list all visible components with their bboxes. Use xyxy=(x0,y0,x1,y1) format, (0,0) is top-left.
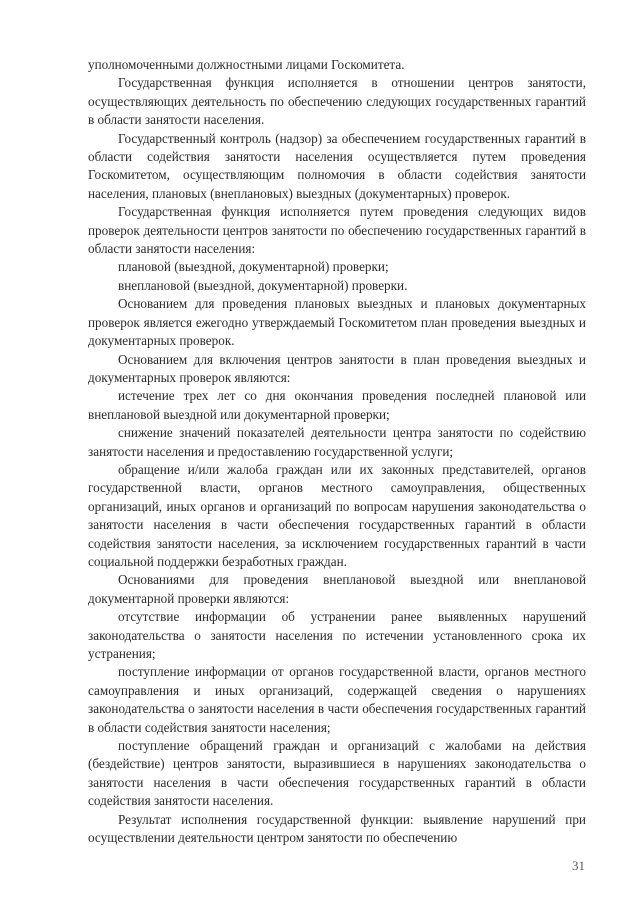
list-item-authority-info: поступление информации от органов государственной власти, органов местного самоуправления и иных организаций, содержащей сведения о нарушениях законодательства о занятости населения в части обеспечения государственных гарантий в области содействия занятости населения; xyxy=(88,664,586,735)
paragraph-planned-basis: Основанием для проведения плановых выездных и плановых документарных проверок является ежегодно утверждаемый Госкомитетом план проведения выездных и документарных проверок. xyxy=(88,296,586,349)
page-number: 31 xyxy=(572,858,585,873)
document-body xyxy=(88,56,586,847)
list-item-three-years: истечение трех лет со дня окончания проведения последней плановой или внеплановой выездной или документарной проверки; xyxy=(88,388,586,422)
list-item-complaints: обращение и/или жалоба граждан или их законных представителей, органов государственной власти, органов местного самоуправления, общественных организаций, иных органов и организаций по вопросам нарушения законодательства о занятости населения в части обеспечения государственных гарантий в области содействия занятости населения, за исключением государственных гарантий в части социальной поддержки безработных граждан. xyxy=(88,461,586,569)
list-item-no-remedy-info: отсутствие информации об устранении ранее выявленных нарушений законодательства о занятости населения по истечении установленного срока их устранения; xyxy=(88,609,586,661)
paragraph-result: Результат исполнения государственной функции: выявление нарушений при осуществлении деятельности центром занятости по обеспечению xyxy=(88,811,586,846)
paragraph-inspection-types: Государственная функция исполняется путем проведения следующих видов проверок деятельности центров занятости по обеспечению государственных гарантий в области занятости населения: xyxy=(88,204,586,257)
list-item-unplanned-inspection: внеплановой (выездной, документарной) проверки. xyxy=(118,277,408,293)
paragraph-state-control: Государственный контроль (надзор) за обеспечением государственных гарантий в области содействия занятости населения осуществляется путем проведения Госкомитетом, осуществляющим полномочия в области содействия занятости населения, плановых (внеплановых) выездных (документарных) проверок. xyxy=(88,130,586,201)
list-item-indicator-decrease: снижение значений показателей деятельности центра занятости по содействию занятости населения и предоставлению государственной услуги; xyxy=(88,425,586,459)
paragraph-unplanned-grounds: Основаниями для проведения внеплановой выездной или внеплановой документарной проверки являются: xyxy=(88,572,586,606)
list-item-planned-inspection: плановой (выездной, документарной) проверки; xyxy=(118,259,389,275)
paragraph-continuation: уполномоченными должностными лицами Госкомитета. xyxy=(88,57,405,72)
paragraph-function-scope: Государственная функция исполняется в отношении центров занятости, осуществляющих деятельность по обеспечению следующих государственных гарантий в области занятости населения. xyxy=(88,75,586,128)
list-item-citizen-appeals: поступление обращений граждан и организаций с жалобами на действия (бездействие) центров занятости, выразившиеся в нарушениях законодательства о занятости населения в части обеспечения государственных гарантий в области содействия занятости населения. xyxy=(88,738,586,809)
paragraph-inclusion-grounds: Основанием для включения центров занятости в план проведения выездных и документарных проверок являются: xyxy=(88,351,586,385)
